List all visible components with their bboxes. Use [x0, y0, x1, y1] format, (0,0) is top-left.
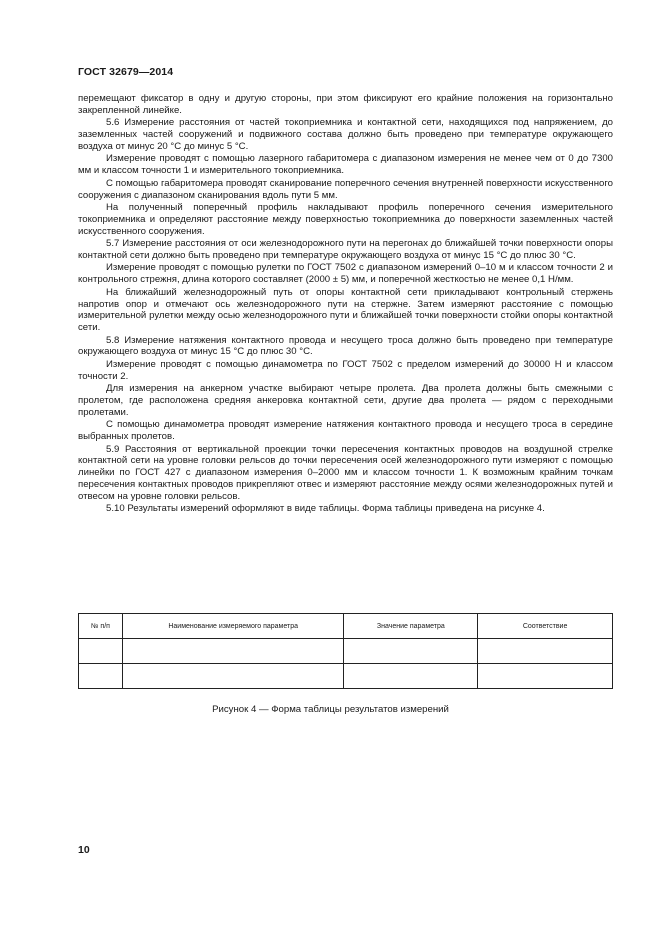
column-header-conformity: Соответствие — [478, 614, 613, 639]
paragraph: С помощью динамометра проводят измерение натяжения контактного провода и несущего троса в середине выбранных пролетов. — [78, 419, 613, 443]
table-header-row — [79, 614, 613, 639]
paragraph: 5.6 Измерение расстояния от частей токоприемника и контактной сети, находящихся под напряжением, до заземленных частей сооружений и подвижного состава должно быть проведено при температуре окружающего воздуха от минус 20 °С до минус 5 °С. — [78, 117, 613, 152]
paragraph: 5.10 Результаты измерений оформляют в виде таблицы. Форма таблицы приведена на рисунке 4. — [106, 503, 545, 515]
table-cell — [478, 639, 613, 664]
body-text — [78, 93, 613, 515]
paragraph: На полученный поперечный профиль накладывают профиль поперечного сечения измерительного токоприемника и определяют расстояние между поверхностью токоприемника до поверхности заземленных частей искусственного сооружения. — [78, 201, 613, 237]
paragraph: 5.8 Измерение натяжения контактного провода и несущего троса должно быть проведено при температуре окружающего воздуха от минус 15 °С до плюс 30 °С. — [78, 334, 613, 358]
paragraph: Измерение проводят с помощью динамометра по ГОСТ 7502 с пределом измерений до 30000 Н и классом точности 2. — [78, 358, 613, 382]
column-header-parameter-name: Наименование измеряемого параметра — [122, 614, 344, 639]
table-cell — [478, 664, 613, 689]
table-row — [79, 639, 613, 664]
table-row — [79, 664, 613, 689]
paragraph: На ближайший железнодорожный путь от опоры контактной сети прикладывают контрольный стержень напротив опор и отмечают ось железнодорожного пути на стержне. Затем измеряют расстояние с помощью измерительной рулетки между осью железнодорожного пути и ближайшей точки поверхности стойки опоры контактной сети. — [78, 286, 613, 334]
paragraph: перемещают фиксатор в одну и другую стороны, при этом фиксируют его крайние положения на горизонтально закрепленной линейке. — [78, 93, 613, 116]
column-header-parameter-value: Значение параметра — [344, 614, 478, 639]
figure-caption: Рисунок 4 — Форма таблицы результатов измерений — [212, 704, 449, 715]
document-header: ГОСТ 32679—2014 — [78, 66, 174, 78]
paragraph: Для измерения на анкерном участке выбирают четыре пролета. Два пролета должны быть смежными с пролетом, где расположена средняя анкеровка контактной сети, другие два пролета — рядом с переходными пролетами. — [78, 383, 613, 418]
table-cell — [122, 664, 344, 689]
table-cell — [79, 639, 123, 664]
table-cell — [122, 639, 344, 664]
paragraph: Измерение проводят с помощью рулетки по ГОСТ 7502 с диапазоном измерений 0–10 м и классом точности 2 и контрольного стрежня, длина которого составляет (2000 ± 5) мм, и поперечной жесткостью не менее 0,1 Н/мм. — [78, 262, 613, 286]
results-table-form — [78, 613, 613, 689]
table-cell — [344, 664, 478, 689]
paragraph: 5.7 Измерение расстояния от оси железнодорожного пути на перегонах до ближайшей точки поверхности опоры контактной сети должно быть проведено при температуре окружающего воздуха от минус 15 °С до плюс 30 °С. — [78, 238, 613, 261]
paragraph: С помощью габаритомера проводят сканирование поперечного сечения внутренней поверхности искусственного сооружения с диапазоном сканирования вдоль пути 5 мм. — [78, 177, 613, 201]
page-number: 10 — [78, 844, 90, 856]
paragraph: Измерение проводят с помощью лазерного габаритомера с диапазоном измерения не менее чем от 0 до 7300 мм и классом точности 1 и измерительного токоприемника. — [78, 153, 613, 177]
paragraph: 5.9 Расстояния от вертикальной проекции точки пересечения контактных проводов на воздушной стрелке контактной сети на уровне головки рельсов до точки пересечения осей железнодорожного пути измеряют с помощью линейки по ГОСТ 427 с диапазоном измерения 0–2000 мм и классом точности 1. К возможным крайним точкам пересечения контактных проводов прикрепляют отвес и измеряют расстояние между осями железнодорожных путей и отвесом на уровне головки рельсов. — [78, 443, 613, 502]
table-cell — [344, 639, 478, 664]
table-cell — [79, 664, 123, 689]
column-header-number: № п/п — [79, 614, 123, 639]
